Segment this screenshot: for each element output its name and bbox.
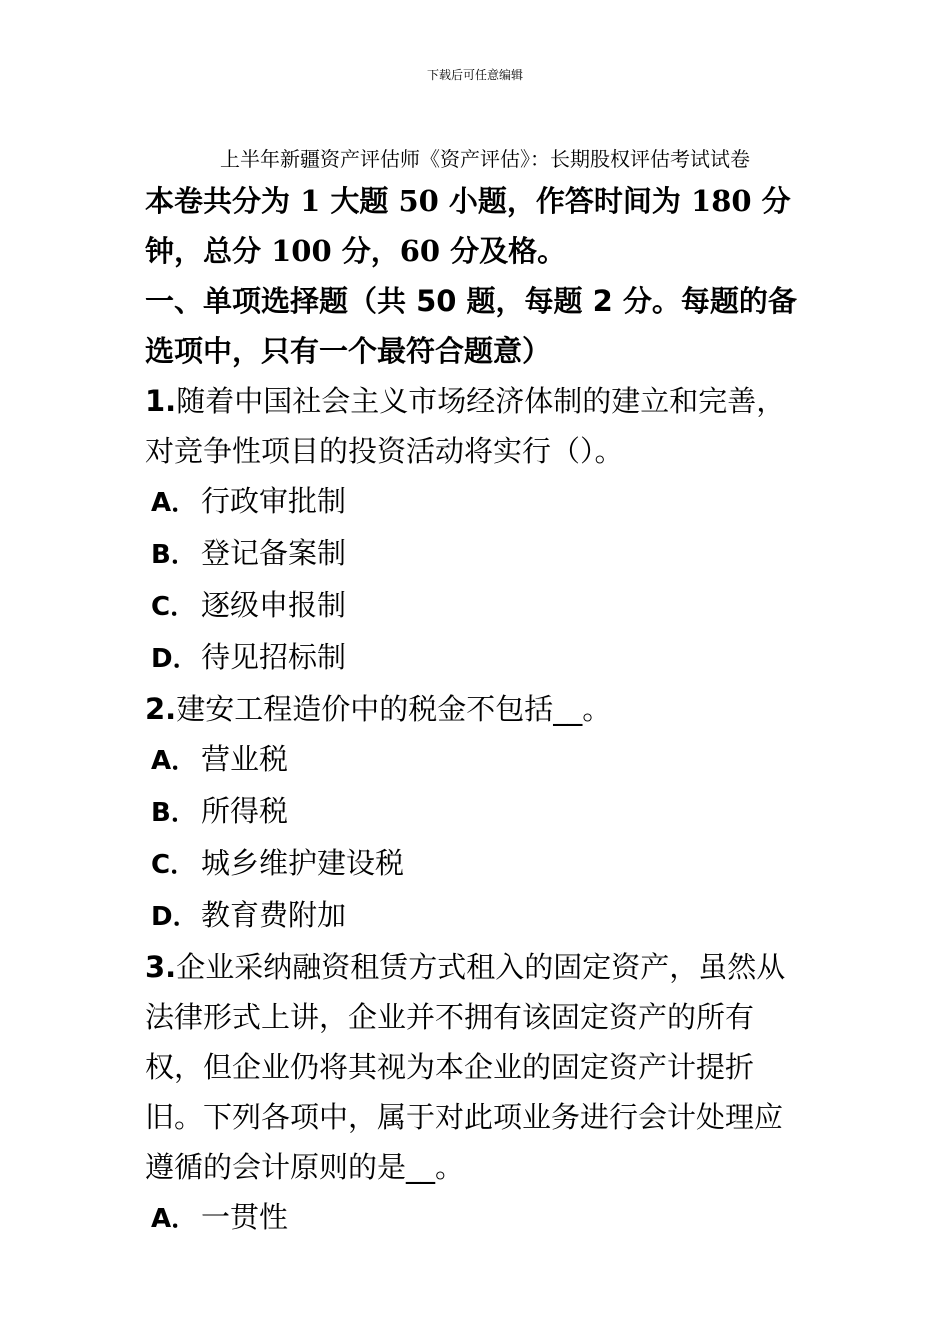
option-c [145, 838, 810, 890]
option-text: 待见招标制 [201, 640, 347, 674]
question-number: 3. [145, 950, 177, 984]
option-b [145, 786, 810, 838]
exam-intro: 本卷共分为 1 大题 50 小题，作答时间为 180 分钟，总分 100 分，60 分及格。 [145, 184, 791, 268]
option-d [145, 890, 810, 942]
option-text: 营业税 [201, 742, 289, 776]
option-text: 教育费附加 [201, 898, 347, 932]
question-1 [145, 376, 810, 684]
option-letter: B． [151, 798, 197, 828]
question-number: 2. [145, 692, 177, 726]
section-heading: 一、单项选择题（共 50 题，每题 2 分。每题的备选项中，只有一个最符合题意） [145, 284, 797, 368]
option-a [145, 734, 810, 786]
header-note: 下载后可任意编辑 [426, 68, 523, 82]
option-letter: A． [151, 746, 198, 776]
option-text: 所得税 [201, 794, 289, 828]
option-text: 登记备案制 [201, 536, 347, 570]
option-text: 一贯性 [201, 1200, 289, 1234]
option-letter: D． [151, 902, 199, 932]
option-text: 行政审批制 [201, 484, 347, 518]
question-3 [145, 942, 810, 1244]
question-text: 建安工程造价中的税金不包括__。 [176, 692, 612, 726]
option-d [145, 632, 810, 684]
document-body [145, 176, 810, 1244]
option-a [145, 1192, 810, 1244]
question-text: 随着中国社会主义市场经济体制的建立和完善，对竞争性项目的投资活动将实行（）。 [145, 384, 786, 468]
option-text: 城乡维护建设税 [201, 846, 405, 880]
option-letter: A． [151, 1204, 198, 1234]
question-number: 1. [145, 384, 177, 418]
option-letter: C． [151, 850, 197, 880]
question-text: 企业采纳融资租赁方式租入的固定资产，虽然从法律形式上讲，企业并不拥有该固定资产的所有权，但企业仍将其视为本企业的固定资产计提折旧。下列各项中，属于对此项业务进行会计处理应遵循的会计原则的是__。 [145, 950, 786, 1184]
option-letter: C． [151, 592, 197, 622]
option-letter: D． [151, 644, 199, 674]
option-letter: B． [151, 540, 197, 570]
option-text: 逐级申报制 [201, 588, 347, 622]
question-2 [145, 684, 810, 942]
option-letter: A． [151, 488, 198, 518]
option-c [145, 580, 810, 632]
option-b [145, 528, 810, 580]
document-title: 上半年新疆资产评估师《资产评估》：长期股权评估考试试卷 [220, 147, 750, 171]
option-a [145, 476, 810, 528]
